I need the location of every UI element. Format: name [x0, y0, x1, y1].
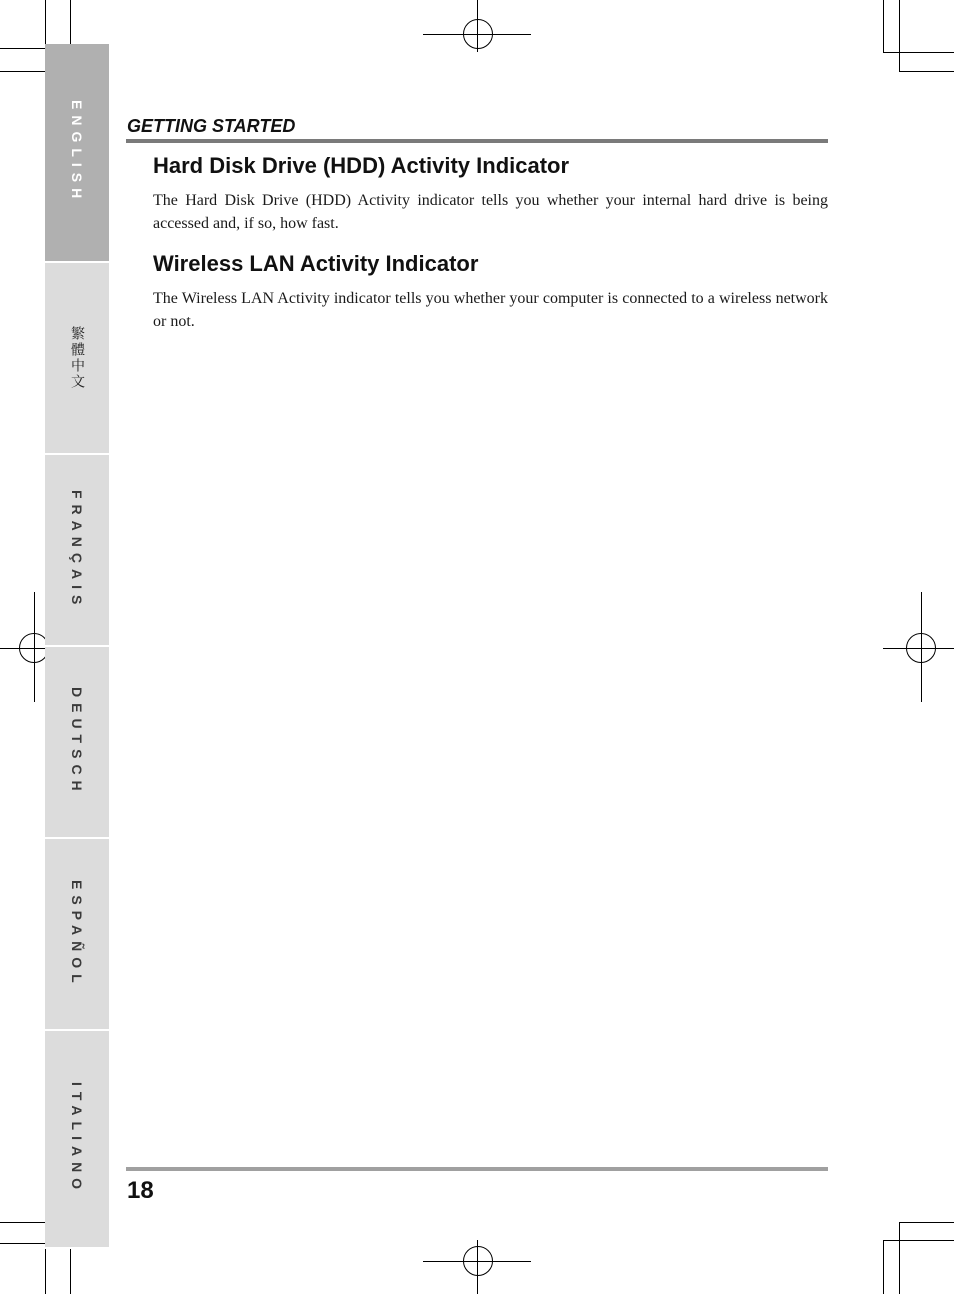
tab-label: 繁體中文: [69, 326, 85, 390]
tab-espanol[interactable]: [45, 839, 109, 1031]
tab-francais[interactable]: [45, 455, 109, 647]
page-number: 18: [127, 1177, 154, 1204]
tab-label: ESPAÑOL: [69, 879, 85, 989]
hdd-indicator-heading: Hard Disk Drive (HDD) Activity Indicator: [153, 153, 570, 178]
tab-label: DEUTSCH: [69, 687, 85, 797]
section-header: GETTING STARTED: [127, 116, 296, 136]
page-content: [153, 153, 828, 349]
wlan-indicator-text: The Wireless LAN Activity indicator tells you whether your computer is connected to a wireless network or not.: [153, 290, 828, 330]
tab-label: ENGLISH: [69, 100, 85, 205]
tab-deutsch[interactable]: [45, 647, 109, 839]
language-tabs: [45, 44, 109, 1249]
tab-english[interactable]: [45, 44, 109, 263]
tab-traditional-chinese[interactable]: [45, 263, 109, 455]
hdd-indicator-text: The Hard Disk Drive (HDD) Activity indicator tells you whether your internal hard drive is being accessed and, if so, how fast.: [153, 192, 828, 232]
footer-rule: [126, 1167, 828, 1171]
tab-label: FRANÇAIS: [69, 489, 85, 611]
tab-italiano[interactable]: [45, 1031, 109, 1249]
wlan-indicator-heading: Wireless LAN Activity Indicator: [153, 251, 479, 276]
tab-label: ITALIANO: [69, 1082, 85, 1196]
header-rule: [126, 139, 828, 143]
